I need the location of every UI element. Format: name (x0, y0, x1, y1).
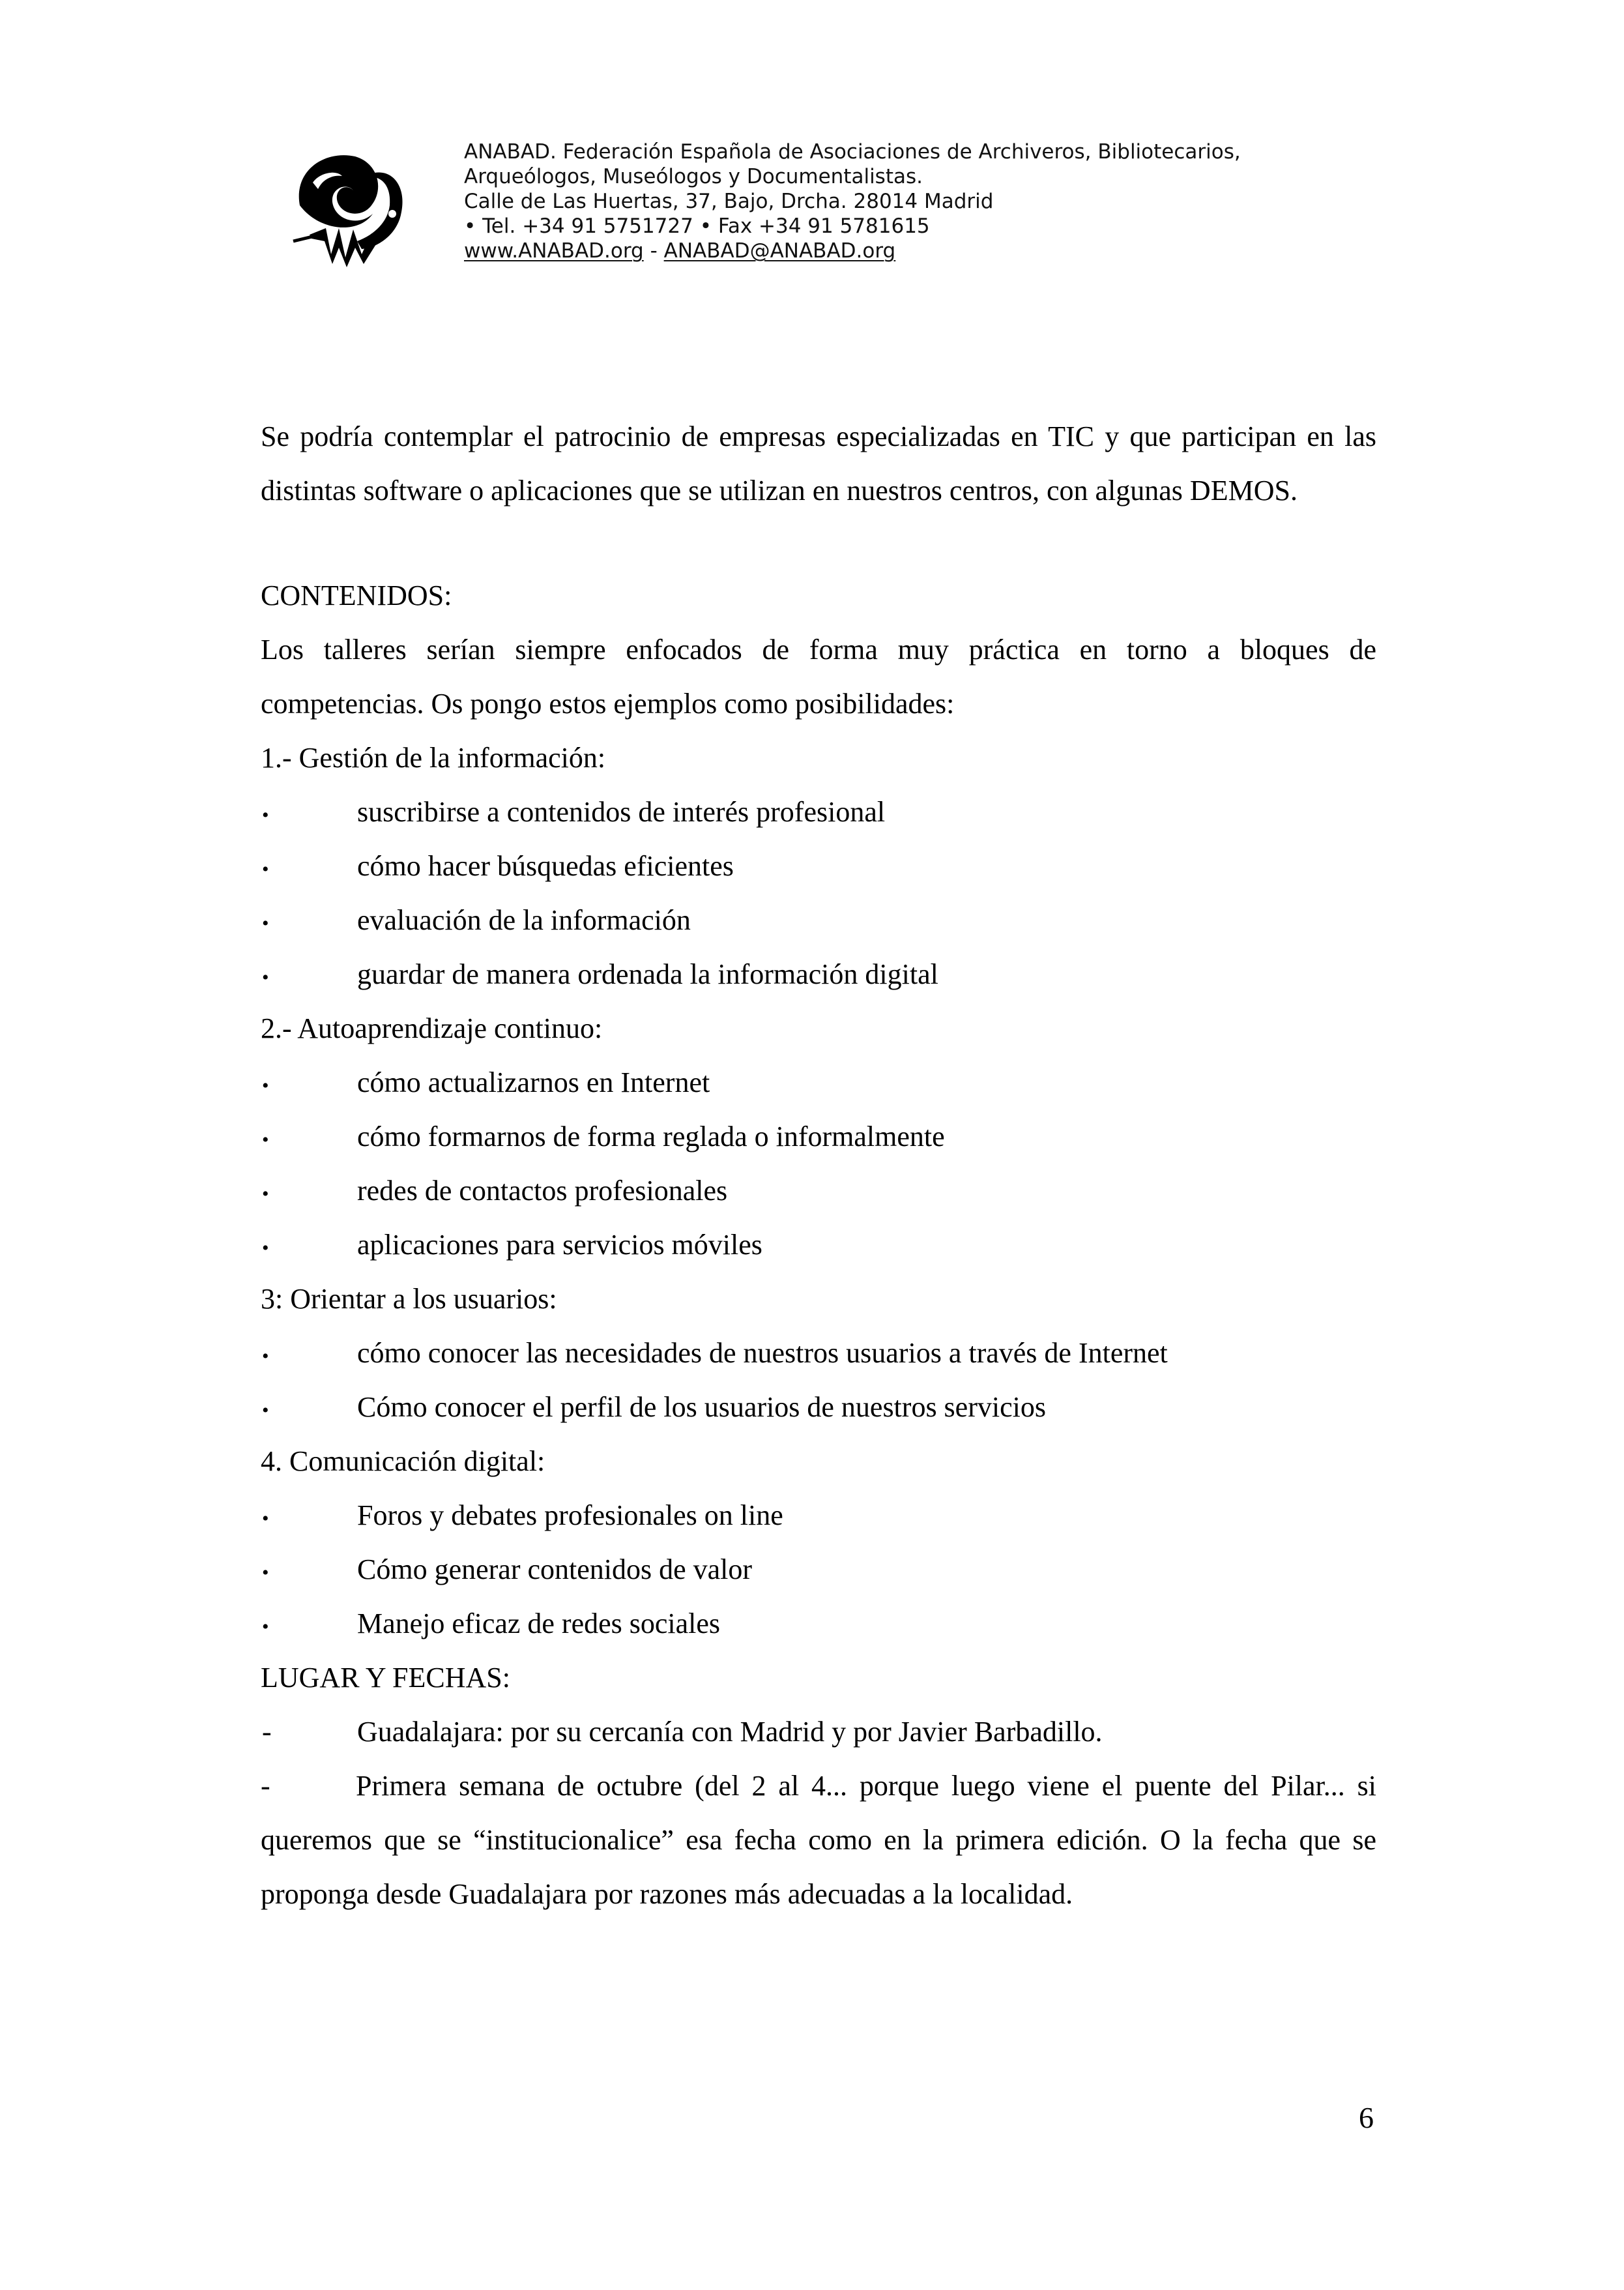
list-item-text: Guadalajara: por su cercanía con Madrid y por Javier Barbadillo. (357, 1716, 1103, 1748)
list-item-text: redes de contactos profesionales (357, 1175, 728, 1207)
list-item-text: Primera semana de octubre (del 2 al 4... porque luego viene el puente del Pilar... si queremos que se “institucionalice” esa fecha como en la primera edición. O la fecha que se proponga desde Guadalajara por razones más adecuadas a la localidad. (261, 1770, 1376, 1910)
bullet-icon: • (262, 1345, 269, 1367)
list-item (261, 1488, 1376, 1542)
letterhead-line-organization: ANABAD. Federación Española de Asociaciones de Archiveros, Bibliotecarios, (464, 140, 1241, 164)
letterhead-line-phone-fax: • Tel. +34 91 5751727 • Fax +34 91 5781615 (464, 214, 930, 238)
bullet-icon: • (262, 1237, 269, 1259)
list-item (261, 1055, 1376, 1109)
list-item-text: Manejo eficaz de redes sociales (357, 1607, 721, 1639)
bullet-icon: • (262, 1400, 269, 1421)
letterhead-line-address: Calle de Las Huertas, 37, Bajo, Drcha. 28014 Madrid (464, 190, 994, 213)
list-item (261, 1705, 1376, 1759)
bullet-icon: • (262, 967, 269, 988)
bullet-icon: • (262, 804, 269, 826)
page-number: 6 (1359, 2101, 1374, 2134)
bullet-icon: • (262, 913, 269, 934)
list-item (261, 1218, 1376, 1272)
list-item (261, 1759, 1376, 1921)
list-item-text: Cómo conocer el perfil de los usuarios de nuestros servicios (357, 1391, 1046, 1423)
bullet-icon: • (262, 1508, 269, 1529)
letterhead (464, 139, 1241, 263)
list-item-text: aplicaciones para servicios móviles (357, 1229, 762, 1261)
list-item (261, 1109, 1376, 1164)
list-item (261, 1542, 1376, 1596)
spacer (261, 518, 1376, 568)
block-title: 4. Comunicación digital: (261, 1445, 545, 1477)
bullet-icon: • (262, 1129, 269, 1151)
block-title: 1.- Gestión de la información: (261, 742, 606, 774)
list-item-text: Foros y debates profesionales on line (357, 1499, 783, 1531)
list-item-text: cómo actualizarnos en Internet (357, 1066, 710, 1098)
list-item-text: cómo formarnos de forma reglada o informalmente (357, 1121, 945, 1152)
list-item (261, 893, 1376, 947)
bullet-icon: • (262, 1616, 269, 1637)
list-item (261, 839, 1376, 893)
bullet-icon: • (262, 859, 269, 880)
list-item (261, 1326, 1376, 1380)
intro-paragraph: Se podría contemplar el patrocinio de empresas especializadas en TIC y que participan en las distintas software o aplicaciones que se utilizan en nuestros centros, con algunas DEMOS. (261, 420, 1376, 506)
section-heading-lugar-fechas: LUGAR Y FECHAS: (261, 1662, 511, 1694)
list-item (261, 1380, 1376, 1434)
website-link[interactable]: www.ANABAD.org (464, 239, 644, 263)
dash-icon: - (261, 1770, 270, 1802)
list-item-text: suscribirse a contenidos de interés profesional (357, 796, 886, 828)
link-separator: - (643, 239, 664, 263)
email-link[interactable]: ANABAD@ANABAD.org (663, 239, 896, 263)
letterhead-links (464, 239, 1241, 263)
list-item-text: cómo conocer las necesidades de nuestros usuarios a través de Internet (357, 1337, 1168, 1369)
bullet-icon: • (262, 1562, 269, 1583)
section-heading-contenidos: CONTENIDOS: (261, 580, 452, 611)
list-item (261, 1164, 1376, 1218)
document-body (261, 409, 1376, 1921)
list-item (261, 785, 1376, 839)
bullet-icon: • (262, 1075, 269, 1096)
bullet-icon: • (262, 1183, 269, 1205)
list-item-text: guardar de manera ordenada la información digital (357, 958, 938, 990)
block-title: 3: Orientar a los usuarios: (261, 1283, 557, 1315)
list-item-text: cómo hacer búsquedas eficientes (357, 850, 734, 882)
list-item (261, 947, 1376, 1001)
list-item-text: evaluación de la información (357, 904, 691, 936)
letterhead-line-organization-cont: Arqueólogos, Museólogos y Documentalistas. (464, 165, 923, 188)
list-item (261, 1596, 1376, 1651)
list-item-text: Cómo generar contenidos de valor (357, 1553, 753, 1585)
contenidos-intro-paragraph: Los talleres serían siempre enfocados de forma muy práctica en torno a bloques de competencias. Os pongo estos ejemplos como posibilidades: (261, 634, 1376, 720)
anabad-logo-icon (280, 143, 411, 274)
dash-icon: - (262, 1716, 272, 1748)
block-title: 2.- Autoaprendizaje continuo: (261, 1012, 603, 1044)
